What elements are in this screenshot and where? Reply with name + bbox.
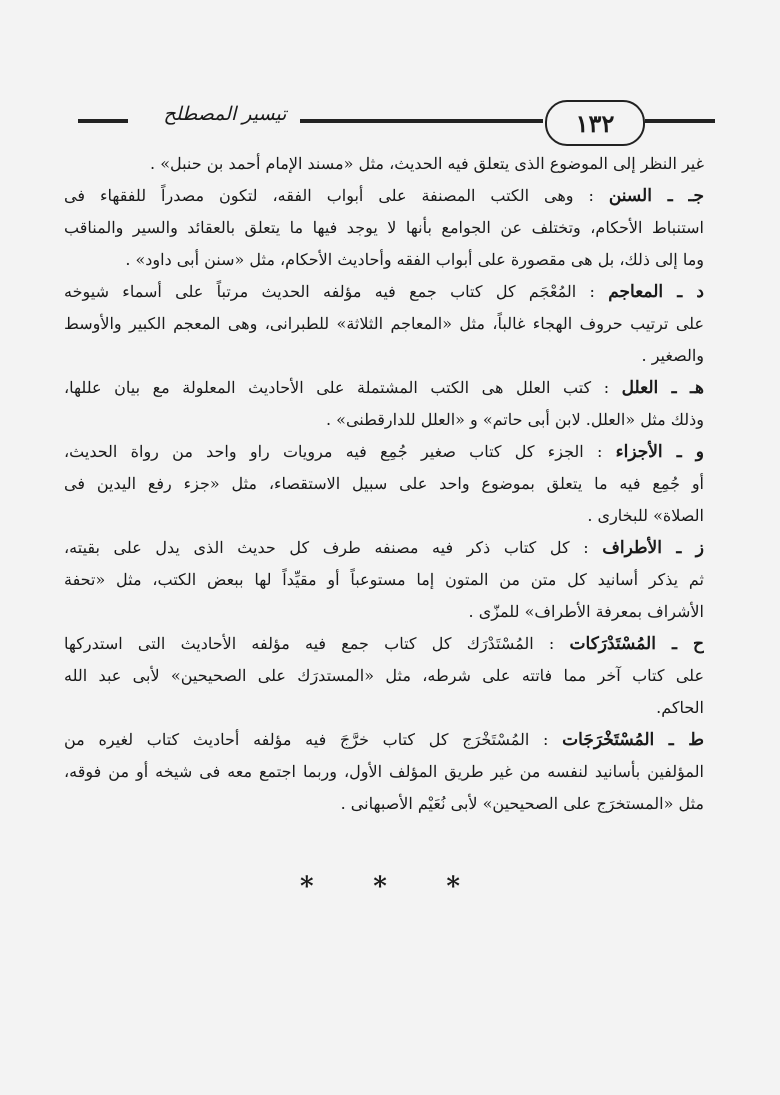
section-divider-stars: [300, 872, 460, 902]
section-term: ز ـ الأطراف: [602, 538, 704, 558]
star-glyph: *: [446, 872, 460, 902]
line-text: والصغير .: [641, 346, 704, 365]
text-line: [64, 660, 704, 692]
text-line: [64, 692, 704, 724]
page-number: ١٣٢: [545, 100, 645, 146]
line-text: الأشراف بمعرفة الأطراف» للمزّى .: [468, 602, 704, 621]
line-text: : كتب العلل هى الكتب المشتملة على الأحاديث المعلولة مع بيان عللها،: [64, 378, 622, 397]
text-line: [64, 148, 704, 180]
page-header: [0, 95, 780, 145]
line-text: : الجزء كل كتاب صغير جُمِع فيه مرويات راو واحد من رواة الحديث،: [64, 442, 616, 461]
line-text: أو جُمِع فيه ما يتعلق بموضوع واحد على سبيل الاستقصاء، مثل «جزء رفع اليدين فى: [64, 474, 704, 493]
section-term: د ـ المعاجم: [608, 282, 704, 302]
body-text: [64, 148, 704, 820]
text-line: [64, 724, 704, 756]
header-rule-right: [645, 119, 715, 123]
line-text: : كل كتاب ذكر فيه مصنفه طرف كل حديث الذى يدل على بقيته،: [64, 538, 603, 557]
line-text: : المُسْتَخْرَج كل كتاب خرَّجَ فيه مؤلفه أحاديث كتاب لغيره من: [64, 730, 563, 749]
text-line: [64, 756, 704, 788]
section-term: ح ـ المُسْتَدْرَكات: [569, 634, 704, 654]
line-text: وما إلى ذلك، بل هى مقصورة على أبواب الفقه وأحاديث الأحكام، مثل «سنن أبى داود» .: [125, 250, 704, 269]
line-text: : وهى الكتب المصنفة على أبواب الفقه، لتكون مصدراً للفقهاء فى: [64, 186, 609, 205]
section-term: و ـ الأجزاء: [615, 442, 704, 462]
line-text: ثم يذكر أسانيد كل متن من المتون إما مستوعباً أو مقيِّداً لها ببعض الكتب، مثل «تحفة: [64, 570, 704, 589]
text-line: [64, 180, 704, 212]
line-text: غير النظر إلى الموضوع الذى يتعلق فيه الحديث، مثل «مسند الإمام أحمد بن حنبل» .: [150, 154, 704, 173]
line-text: : المُعْجَم كل كتاب جمع فيه مؤلفه الحديث مرتباً على أسماء شيوخه: [64, 282, 609, 301]
section-term: ط ـ المُسْتَخْرَجَات: [562, 730, 704, 750]
text-line: [64, 500, 704, 532]
line-text: الحاكم.: [656, 698, 704, 717]
line-text: الصلاة» للبخارى .: [587, 506, 704, 525]
header-rule-left: [78, 119, 128, 123]
header-rule-middle: [300, 119, 543, 123]
text-line: [64, 436, 704, 468]
running-title: تيسير المصطلح: [163, 103, 287, 125]
text-line: [64, 308, 704, 340]
line-text: مثل «المستخرَج على الصحيحين» لأبى نُعَيْم الأصبهانى .: [340, 794, 704, 813]
text-line: [64, 404, 704, 436]
text-line: [64, 788, 704, 820]
text-line: [64, 628, 704, 660]
line-text: على كتاب آخر مما فاتته على شرطه، مثل «المستدرَك على الصحيحين» لأبى عبد الله: [64, 666, 704, 685]
text-line: [64, 372, 704, 404]
line-text: استنباط الأحكام، وتختلف عن الجوامع بأنها لا يوجد فيها ما يتعلق بالعقائد والسير والمناقب: [64, 218, 704, 237]
text-line: [64, 564, 704, 596]
text-line: [64, 340, 704, 372]
star-glyph: *: [300, 872, 314, 902]
text-line: [64, 212, 704, 244]
star-glyph: *: [373, 872, 387, 902]
line-text: المؤلفين بأسانيد لنفسه من غير طريق المؤلف الأول، وربما اجتمع معه فى شيخه أو من فوقه،: [64, 762, 704, 781]
text-line: [64, 532, 704, 564]
line-text: على ترتيب حروف الهجاء غالباً، مثل «المعاجم الثلاثة» للطبرانى، وهى المعجم الكبير والأوسط: [64, 314, 704, 333]
text-line: [64, 468, 704, 500]
text-line: [64, 596, 704, 628]
section-term: هـ ـ العلل: [621, 378, 704, 398]
section-term: جـ ـ السنن: [608, 186, 704, 206]
line-text: وذلك مثل «العلل. لابن أبى حاتم» و «العلل للدارقطنى» .: [326, 410, 704, 429]
text-line: [64, 276, 704, 308]
text-line: [64, 244, 704, 276]
line-text: : المُسْتَدْرَك كل كتاب جمع فيه مؤلفه الأحاديث التى استدركها: [64, 634, 570, 653]
